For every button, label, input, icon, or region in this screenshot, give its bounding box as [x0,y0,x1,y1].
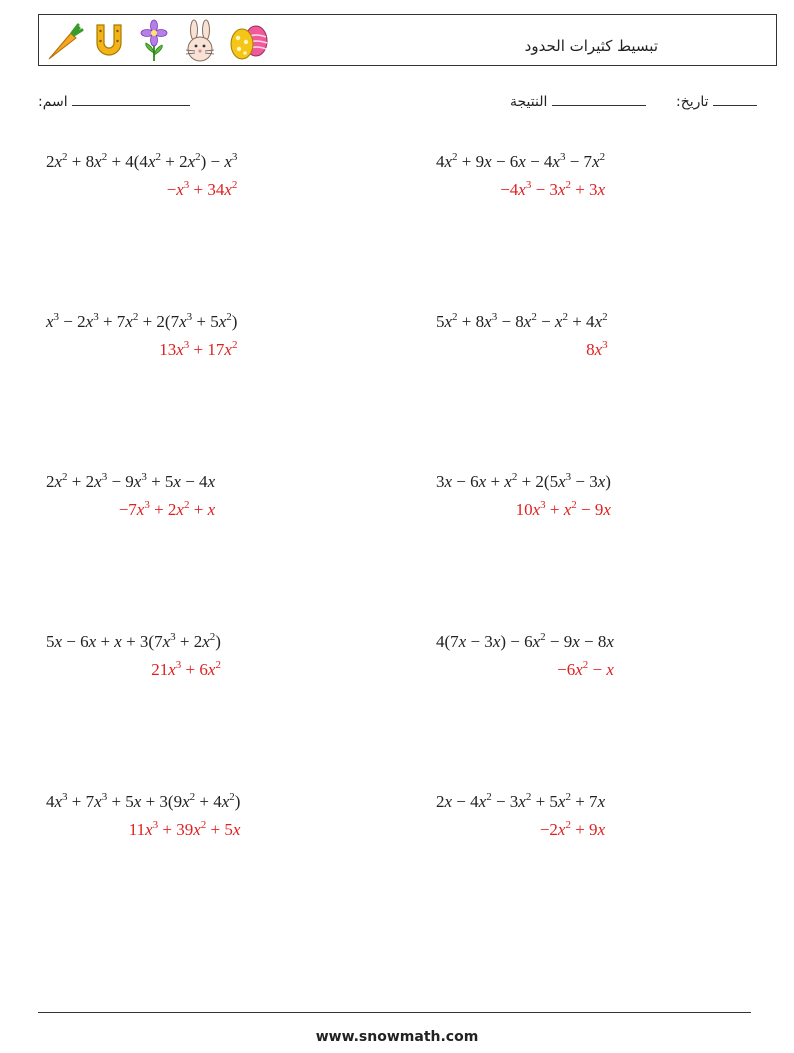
carrot-icon [45,19,85,63]
problem-answer: $10x^3 + x^2 - 9x$ [515,499,611,519]
worksheet-title: تبسيط كثيرات الحدود [524,37,658,55]
header-box [38,14,777,66]
name-field[interactable] [38,93,190,110]
horseshoe-icon [89,19,129,63]
score-label: النتيجة [510,94,548,110]
bunny-icon [181,19,219,63]
problem-answer: $-6x^2 - x$ [557,659,614,679]
name-blank[interactable] [72,93,190,106]
footer-divider [38,1012,751,1013]
easter-eggs-icon [227,19,271,63]
date-label: :تاريخ [676,94,709,110]
problem-answer: $-x^3 + 34x^2$ [166,179,238,199]
problem-question: $4x^2 + 9x - 6x - 4x^3 - 7x^2$ [436,151,606,171]
problem-question: $x^3 - 2x^3 + 7x^2 + 2(7x^3 + 5x^2)$ [46,311,238,331]
problem-question: $2x - 4x^2 - 3x^2 + 5x^2 + 7x$ [436,791,606,811]
problem-question: $5x - 6x + x + 3(7x^3 + 2x^2)$ [46,631,221,651]
problem-answer: $8x^3$ [586,339,608,359]
problem-answer: $21x^3 + 6x^2$ [151,659,221,679]
problem-question: $2x^2 + 2x^3 - 9x^3 + 5x - 4x$ [46,471,216,491]
score-field[interactable] [510,93,646,110]
date-blank[interactable] [713,93,757,106]
problem-answer: $-4x^3 - 3x^2 + 3x$ [500,179,606,199]
problem-question: $5x^2 + 8x^3 - 8x^2 - x^2 + 4x^2$ [436,311,608,331]
flower-icon [137,19,171,63]
date-field[interactable] [676,93,757,110]
problem-question: $2x^2 + 8x^2 + 4(4x^2 + 2x^2) - x^3$ [46,151,238,171]
name-label: :اسم [38,94,68,110]
problem-answer: $-7x^3 + 2x^2 + x$ [118,499,216,519]
problem-answer: $-2x^2 + 9x$ [539,819,606,839]
footer-url: www.snowmath.com [315,1029,479,1045]
problem-question: $4(7x - 3x) - 6x^2 - 9x - 8x$ [436,631,614,651]
problem-question: $4x^3 + 7x^3 + 5x + 3(9x^2 + 4x^2)$ [46,791,241,811]
problem-answer: $13x^3 + 17x^2$ [159,339,238,359]
score-blank[interactable] [552,93,646,106]
problem-answer: $11x^3 + 39x^2 + 5x$ [128,819,241,839]
problem-question: $3x - 6x + x^2 + 2(5x^3 - 3x)$ [436,471,611,491]
